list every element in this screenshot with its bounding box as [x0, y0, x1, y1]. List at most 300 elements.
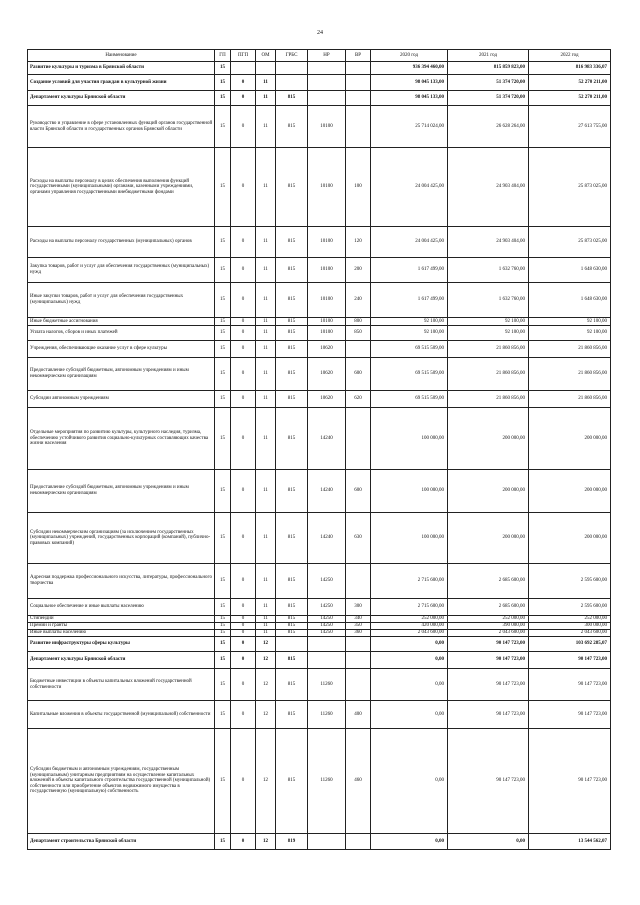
grbs-cell: 815 [276, 258, 308, 283]
pgp-cell: 0 [231, 391, 256, 408]
amount-2022: 1 648 630,00 [529, 283, 611, 318]
om-cell: 11 [256, 75, 276, 91]
vr-cell [346, 75, 371, 91]
om-cell: 11 [256, 408, 276, 470]
vr-cell [346, 106, 371, 148]
nr-cell [308, 91, 346, 106]
pgp-cell: 0 [231, 326, 256, 341]
amount-2022: 300 000,00 [529, 623, 611, 630]
amount-2021: 1 632 760,00 [448, 283, 529, 318]
header-cell: ГРБС [276, 50, 308, 62]
grbs-cell: 815 [276, 326, 308, 341]
amount-2020: 2 715 600,00 [371, 564, 448, 599]
amount-2022: 25 873 025,00 [529, 227, 611, 258]
table-row [28, 283, 611, 318]
grbs-cell: 815 [276, 408, 308, 470]
pgp-cell: 0 [231, 834, 256, 850]
vr-cell: 600 [346, 358, 371, 391]
om-cell: 11 [256, 318, 276, 326]
amount-2020: 0,00 [371, 652, 448, 669]
amount-2021: 90 147 723,00 [448, 701, 529, 729]
amount-2022: 21 860 856,00 [529, 391, 611, 408]
table-row [28, 341, 611, 358]
om-cell [256, 62, 276, 75]
amount-2021: 200 000,00 [448, 408, 529, 470]
grbs-cell: 815 [276, 283, 308, 318]
table-row [28, 652, 611, 669]
pgp-cell: 0 [231, 318, 256, 326]
header-cell: 2020 год [371, 50, 448, 62]
amount-2020: 25 714 024,00 [371, 106, 448, 148]
om-cell: 12 [256, 652, 276, 669]
vr-cell: 340 [346, 616, 371, 623]
vr-cell [346, 652, 371, 669]
nr-cell: 10620 [308, 341, 346, 358]
grbs-cell: 815 [276, 227, 308, 258]
om-cell: 11 [256, 564, 276, 599]
grbs-cell: 815 [276, 669, 308, 701]
pgp-cell: 0 [231, 283, 256, 318]
amount-2022: 21 860 856,00 [529, 341, 611, 358]
amount-2022: 21 860 856,00 [529, 358, 611, 391]
header-cell: ВР [346, 50, 371, 62]
amount-2021: 92 100,00 [448, 326, 529, 341]
table-row [28, 669, 611, 701]
amount-2020: 100 000,00 [371, 408, 448, 470]
row-name: Закупка товаров, работ и услуг для обеспечения государственных (муниципальных) нужд [28, 258, 215, 283]
amount-2021: 815 859 823,00 [448, 62, 529, 75]
amount-2022: 252 000,00 [529, 616, 611, 623]
amount-2021: 21 860 856,00 [448, 391, 529, 408]
vr-cell [346, 408, 371, 470]
gp-cell: 15 [215, 513, 231, 564]
amount-2021: 51 374 720,00 [448, 75, 529, 91]
row-name: Учреждения, обеспечивающие оказание услуг в сфере культуры [28, 341, 215, 358]
table-row [28, 91, 611, 106]
vr-cell: 120 [346, 227, 371, 258]
pgp-cell: 0 [231, 599, 256, 616]
amount-2022: 27 613 755,00 [529, 106, 611, 148]
table-row [28, 258, 611, 283]
header-cell: Наименование [28, 50, 215, 62]
gp-cell: 15 [215, 91, 231, 106]
table-row [28, 834, 611, 850]
amount-2020: 92 100,00 [371, 326, 448, 341]
gp-cell: 15 [215, 106, 231, 148]
amount-2022: 52 270 211,00 [529, 91, 611, 106]
table-row [28, 408, 611, 470]
vr-cell: 400 [346, 701, 371, 729]
gp-cell: 15 [215, 637, 231, 652]
amount-2021: 200 000,00 [448, 513, 529, 564]
amount-2021: 92 100,00 [448, 318, 529, 326]
amount-2020: 0,00 [371, 701, 448, 729]
amount-2022: 92 100,00 [529, 326, 611, 341]
om-cell: 11 [256, 106, 276, 148]
grbs-cell: 819 [276, 834, 308, 850]
pgp-cell: 0 [231, 227, 256, 258]
pgp-cell: 0 [231, 630, 256, 637]
gp-cell: 15 [215, 62, 231, 75]
pgp-cell: 0 [231, 652, 256, 669]
amount-2020: 100 000,00 [371, 470, 448, 513]
row-name: Расходы на выплаты персоналу государственных (муниципальных) органов [28, 227, 215, 258]
om-cell: 11 [256, 358, 276, 391]
gp-cell: 15 [215, 599, 231, 616]
row-name: Иные бюджетные ассигнования [28, 318, 215, 326]
pgp-cell: 0 [231, 75, 256, 91]
gp-cell: 15 [215, 616, 231, 623]
vr-cell: 100 [346, 148, 371, 227]
amount-2021: 21 860 856,00 [448, 358, 529, 391]
gp-cell: 15 [215, 630, 231, 637]
grbs-cell: 815 [276, 318, 308, 326]
vr-cell: 200 [346, 258, 371, 283]
nr-cell [308, 75, 346, 91]
om-cell: 11 [256, 148, 276, 227]
nr-cell: 11260 [308, 669, 346, 701]
amount-2021: 252 000,00 [448, 616, 529, 623]
amount-2022: 90 147 723,00 [529, 729, 611, 834]
nr-cell: 10100 [308, 148, 346, 227]
nr-cell: 14240 [308, 408, 346, 470]
amount-2022: 90 147 723,00 [529, 652, 611, 669]
nr-cell [308, 637, 346, 652]
pgp-cell: 0 [231, 701, 256, 729]
amount-2021: 2 043 600,00 [448, 630, 529, 637]
om-cell: 12 [256, 637, 276, 652]
gp-cell: 15 [215, 148, 231, 227]
pgp-cell: 0 [231, 91, 256, 106]
grbs-cell: 815 [276, 623, 308, 630]
om-cell: 11 [256, 326, 276, 341]
gp-cell: 15 [215, 564, 231, 599]
row-name: Премии и гранты [28, 623, 215, 630]
grbs-cell: 815 [276, 616, 308, 623]
grbs-cell: 815 [276, 652, 308, 669]
amount-2020: 69 515 509,00 [371, 341, 448, 358]
amount-2020: 0,00 [371, 729, 448, 834]
gp-cell: 15 [215, 729, 231, 834]
om-cell: 11 [256, 283, 276, 318]
amount-2022: 90 147 723,00 [529, 701, 611, 729]
vr-cell [346, 62, 371, 75]
vr-cell: 460 [346, 729, 371, 834]
amount-2022: 200 000,00 [529, 470, 611, 513]
nr-cell: 10100 [308, 283, 346, 318]
amount-2021: 90 147 723,00 [448, 637, 529, 652]
pgp-cell: 0 [231, 408, 256, 470]
header-cell: ПГП [231, 50, 256, 62]
amount-2022: 92 100,00 [529, 318, 611, 326]
nr-cell: 10620 [308, 391, 346, 408]
amount-2022: 25 873 025,00 [529, 148, 611, 227]
amount-2021: 26 628 264,00 [448, 106, 529, 148]
header-cell: ГП [215, 50, 231, 62]
table-row [28, 75, 611, 91]
grbs-cell: 815 [276, 470, 308, 513]
vr-cell [346, 637, 371, 652]
gp-cell: 15 [215, 227, 231, 258]
amount-2022: 13 544 562,07 [529, 834, 611, 850]
vr-cell: 350 [346, 623, 371, 630]
grbs-cell: 815 [276, 106, 308, 148]
om-cell: 12 [256, 729, 276, 834]
row-name: Создание условий для участия граждан в культурной жизни [28, 75, 215, 91]
amount-2020: 252 000,00 [371, 616, 448, 623]
amount-2020: 69 515 509,00 [371, 358, 448, 391]
grbs-cell: 815 [276, 513, 308, 564]
amount-2022: 816 983 336,07 [529, 62, 611, 75]
page-number: 24 [317, 30, 323, 36]
pgp-cell: 0 [231, 258, 256, 283]
amount-2020: 0,00 [371, 669, 448, 701]
row-name: Департамент культуры Брянской области [28, 652, 215, 669]
amount-2022: 103 692 285,07 [529, 637, 611, 652]
amount-2020: 0,00 [371, 834, 448, 850]
grbs-cell: 815 [276, 630, 308, 637]
amount-2021: 1 632 760,00 [448, 258, 529, 283]
vr-cell [346, 341, 371, 358]
vr-cell: 600 [346, 470, 371, 513]
row-name: Развитие инфраструктуры сферы культуры [28, 637, 215, 652]
vr-cell: 630 [346, 513, 371, 564]
row-name: Предоставление субсидий бюджетным, автономным учреждениям и иным некоммерческим организациям [28, 358, 215, 391]
row-name: Иные выплаты населению [28, 630, 215, 637]
amount-2020: 69 515 509,00 [371, 391, 448, 408]
pgp-cell: 0 [231, 341, 256, 358]
grbs-cell: 815 [276, 391, 308, 408]
om-cell: 11 [256, 470, 276, 513]
om-cell: 12 [256, 834, 276, 850]
vr-cell: 620 [346, 391, 371, 408]
amount-2020: 98 045 133,00 [371, 75, 448, 91]
vr-cell [346, 834, 371, 850]
amount-2021: 24 903 404,00 [448, 227, 529, 258]
amount-2021: 2 685 600,00 [448, 564, 529, 599]
amount-2021: 21 860 856,00 [448, 341, 529, 358]
table-row [28, 358, 611, 391]
om-cell: 11 [256, 341, 276, 358]
amount-2020: 24 004 425,00 [371, 148, 448, 227]
row-name: Адресная поддержка профессионального искусства, литературы, профессионального творчества [28, 564, 215, 599]
row-name: Субсидии некоммерческим организациям (за исключением государственных (муниципальных) учреждений, государственных корпораций (компаний), публично-правовых компаний) [28, 513, 215, 564]
amount-2020: 2 043 600,00 [371, 630, 448, 637]
amount-2020: 24 004 425,00 [371, 227, 448, 258]
pgp-cell: 0 [231, 513, 256, 564]
om-cell: 11 [256, 513, 276, 564]
vr-cell [346, 669, 371, 701]
gp-cell: 15 [215, 652, 231, 669]
grbs-cell [276, 62, 308, 75]
vr-cell: 360 [346, 630, 371, 637]
nr-cell [308, 62, 346, 75]
header-cell: 2021 год [448, 50, 529, 62]
nr-cell: 10100 [308, 258, 346, 283]
nr-cell: 11260 [308, 701, 346, 729]
grbs-cell: 815 [276, 341, 308, 358]
nr-cell: 10100 [308, 318, 346, 326]
gp-cell: 15 [215, 834, 231, 850]
grbs-cell: 815 [276, 729, 308, 834]
amount-2021: 51 374 720,00 [448, 91, 529, 106]
nr-cell: 14240 [308, 513, 346, 564]
table-row [28, 599, 611, 616]
grbs-cell: 815 [276, 91, 308, 106]
amount-2022: 2 595 600,00 [529, 599, 611, 616]
pgp-cell: 0 [231, 616, 256, 623]
amount-2022: 52 270 211,00 [529, 75, 611, 91]
pgp-cell: 0 [231, 729, 256, 834]
grbs-cell: 815 [276, 599, 308, 616]
table-row [28, 637, 611, 652]
pgp-cell: 0 [231, 470, 256, 513]
amount-2021: 90 147 723,00 [448, 729, 529, 834]
pgp-cell: 0 [231, 637, 256, 652]
table-row [28, 318, 611, 326]
amount-2022: 2 595 600,00 [529, 564, 611, 599]
amount-2021: 0,00 [448, 834, 529, 850]
grbs-cell [276, 637, 308, 652]
header-cell: ОМ [256, 50, 276, 62]
vr-cell: 240 [346, 283, 371, 318]
nr-cell [308, 652, 346, 669]
table-row [28, 470, 611, 513]
om-cell: 11 [256, 599, 276, 616]
row-name: Предоставление субсидий бюджетным, автономным учреждениям и иным некоммерческим организациям [28, 470, 215, 513]
gp-cell: 15 [215, 669, 231, 701]
table-row [28, 391, 611, 408]
pgp-cell: 0 [231, 623, 256, 630]
row-name: Развитие культуры и туризма в Брянской области [28, 62, 215, 75]
om-cell: 12 [256, 701, 276, 729]
nr-cell: 10100 [308, 106, 346, 148]
header-cell: 2022 год [529, 50, 611, 62]
om-cell: 11 [256, 91, 276, 106]
table-row [28, 62, 611, 75]
table-row [28, 630, 611, 637]
gp-cell: 15 [215, 623, 231, 630]
nr-cell: 14250 [308, 564, 346, 599]
amount-2020: 0,00 [371, 637, 448, 652]
amount-2022: 2 043 600,00 [529, 630, 611, 637]
amount-2021: 200 000,00 [448, 470, 529, 513]
table-row [28, 616, 611, 623]
pgp-cell: 0 [231, 669, 256, 701]
amount-2020: 92 100,00 [371, 318, 448, 326]
nr-cell [308, 834, 346, 850]
row-name: Бюджетные инвестиции в объекты капитальных вложений государственной собственности [28, 669, 215, 701]
row-name: Отдельные мероприятия по развитию культуры, культурного наследия, туризма, обеспечению устойчивого развития социально-культурных составляющих качества жизни населения [28, 408, 215, 470]
amount-2021: 390 000,00 [448, 623, 529, 630]
pgp-cell: 0 [231, 358, 256, 391]
row-name: Субсидии автономным учреждениям [28, 391, 215, 408]
vr-cell: 300 [346, 599, 371, 616]
row-name: Иные закупки товаров, работ и услуг для обеспечения государственных (муниципальных) нужд [28, 283, 215, 318]
gp-cell: 15 [215, 326, 231, 341]
grbs-cell [276, 75, 308, 91]
amount-2020: 936 394 460,00 [371, 62, 448, 75]
nr-cell: 10100 [308, 227, 346, 258]
amount-2020: 1 617 499,00 [371, 258, 448, 283]
amount-2022: 200 000,00 [529, 408, 611, 470]
row-name: Департамент культуры Брянской области [28, 91, 215, 106]
gp-cell: 15 [215, 701, 231, 729]
row-name: Социальное обеспечение и иные выплаты населению [28, 599, 215, 616]
pgp-cell [231, 62, 256, 75]
amount-2020: 2 715 600,00 [371, 599, 448, 616]
row-name: Субсидии бюджетным и автономным учреждениям, государственным (муниципальным) унитарным предприятиям на осуществление капитальных вложений в объекты капитального строительства государственной (муниципальной) собственности или приобретение объектов недвижимого имущества в государственную (муниципальную) собственность [28, 729, 215, 834]
amount-2020: 420 000,00 [371, 623, 448, 630]
table-body [28, 62, 611, 850]
row-name: Руководство и управление в сфере установленных функций органов государственной власти Брянской области и государственных органов Брянской области [28, 106, 215, 148]
nr-cell: 10620 [308, 358, 346, 391]
grbs-cell: 815 [276, 701, 308, 729]
amount-2021: 90 147 723,00 [448, 652, 529, 669]
om-cell: 12 [256, 669, 276, 701]
gp-cell: 15 [215, 75, 231, 91]
nr-cell: 11260 [308, 729, 346, 834]
table-row [28, 513, 611, 564]
vr-cell [346, 564, 371, 599]
nr-cell: 10100 [308, 326, 346, 341]
nr-cell: 14250 [308, 623, 346, 630]
table-row [28, 701, 611, 729]
gp-cell: 15 [215, 318, 231, 326]
gp-cell: 15 [215, 408, 231, 470]
gp-cell: 15 [215, 341, 231, 358]
om-cell: 11 [256, 258, 276, 283]
grbs-cell: 815 [276, 564, 308, 599]
nr-cell: 14250 [308, 599, 346, 616]
table-row [28, 564, 611, 599]
table-row [28, 227, 611, 258]
row-name: Расходы на выплаты персоналу в целях обеспечения выполнения функций государственными (муниципальными) органами, казенными учреждениями, органами управления государственными внебюджетными фондами [28, 148, 215, 227]
nr-cell: 14250 [308, 630, 346, 637]
table-row [28, 729, 611, 834]
om-cell: 11 [256, 616, 276, 623]
gp-cell: 15 [215, 391, 231, 408]
om-cell: 11 [256, 623, 276, 630]
amount-2020: 98 045 133,00 [371, 91, 448, 106]
amount-2022: 200 000,00 [529, 513, 611, 564]
pgp-cell: 0 [231, 106, 256, 148]
vr-cell: 850 [346, 326, 371, 341]
table-row [28, 148, 611, 227]
vr-cell: 800 [346, 318, 371, 326]
amount-2020: 1 617 499,00 [371, 283, 448, 318]
budget-table [27, 49, 611, 850]
amount-2021: 2 685 600,00 [448, 599, 529, 616]
amount-2020: 100 000,00 [371, 513, 448, 564]
row-name: Стипендии [28, 616, 215, 623]
amount-2022: 1 648 630,00 [529, 258, 611, 283]
amount-2021: 24 903 404,00 [448, 148, 529, 227]
table-row [28, 326, 611, 341]
amount-2021: 90 147 723,00 [448, 669, 529, 701]
vr-cell [346, 91, 371, 106]
grbs-cell: 815 [276, 148, 308, 227]
header-row [28, 50, 611, 62]
table-row [28, 623, 611, 630]
grbs-cell: 815 [276, 358, 308, 391]
gp-cell: 15 [215, 470, 231, 513]
row-name: Уплата налогов, сборов и иных платежей [28, 326, 215, 341]
row-name: Департамент строительства Брянской области [28, 834, 215, 850]
nr-cell: 14250 [308, 616, 346, 623]
om-cell: 11 [256, 630, 276, 637]
pgp-cell: 0 [231, 564, 256, 599]
